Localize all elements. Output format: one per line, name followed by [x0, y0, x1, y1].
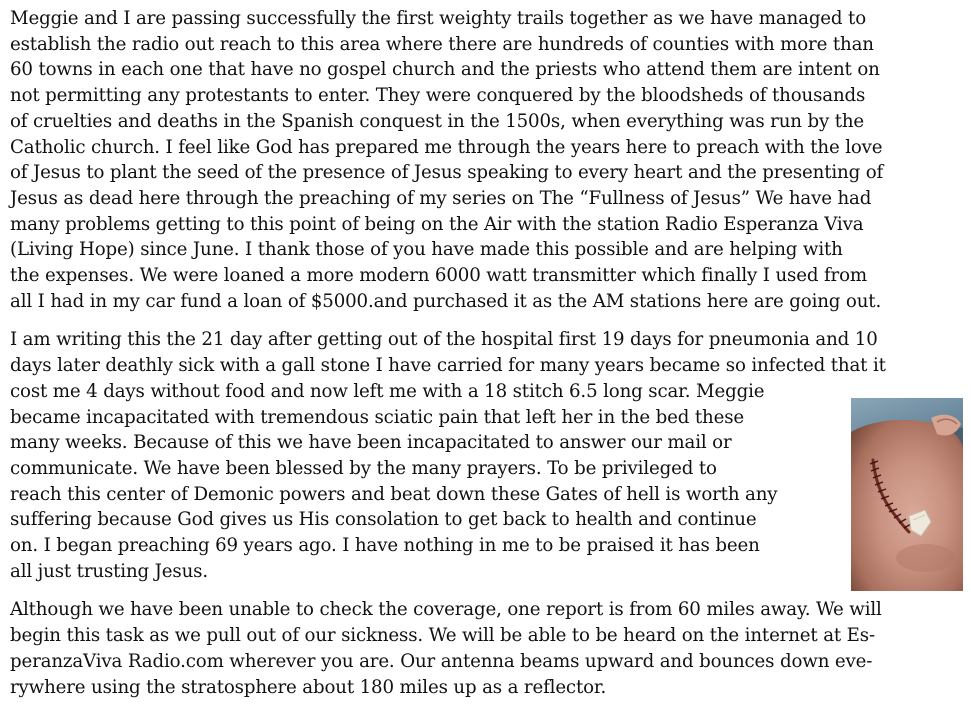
paragraph-coverage: [10, 597, 965, 700]
letter-body: [10, 6, 965, 700]
text-line: Jesus as dead here through the preaching of my series on The “Fullness of Jesus” We have had: [10, 187, 872, 209]
text-line: suffering because God gives us His consolation to get back to health and continue: [10, 509, 757, 531]
text-line: communicate. We have been blessed by the many prayers. To be privileged to: [10, 457, 717, 479]
paragraph-hospital: [10, 327, 965, 584]
text-line: 60 towns in each one that have no gospel church and the priests who attend them are intent on: [10, 59, 880, 81]
text-line: begin this task as we pull out of our sickness. We will be able to be heard on the internet at Es-: [10, 625, 875, 647]
paragraph-radio-outreach: [10, 6, 965, 314]
text-line: (Living Hope) since June. I thank those of you have made this possible and are helping with: [10, 239, 843, 261]
text-line: establish the radio out reach to this area where there are hundreds of counties with more than: [10, 33, 874, 55]
text-line: all just trusting Jesus.: [10, 560, 208, 582]
text-line: of cruelties and deaths in the Spanish conquest in the 1500s, when everything was run by the: [10, 110, 865, 132]
text-line: reach this center of Demonic powers and beat down these Gates of hell is worth any: [10, 483, 778, 505]
text-line: the expenses. We were loaned a more modern 6000 watt transmitter which finally I used from: [10, 265, 867, 287]
text-line: Although we have been unable to check the coverage, one report is from 60 miles away. We will: [10, 599, 882, 621]
text-line: many problems getting to this point of being on the Air with the station Radio Esperanza Viva: [10, 213, 864, 235]
text-line: many weeks. Because of this we have been incapacitated to answer our mail or: [10, 432, 732, 454]
text-line: days later deathly sick with a gall stone I have carried for many years became so infected that it: [10, 355, 886, 377]
text-line: on. I began preaching 69 years ago. I have nothing in me to be praised it has been: [10, 535, 760, 557]
text-line: Meggie and I are passing successfully the first weighty trails together as we have managed to: [10, 8, 867, 29]
surgical-scar-photo: [851, 398, 963, 591]
text-line: not permitting any protestants to enter. They were conquered by the bloodsheds of thousands: [10, 85, 866, 107]
text-line: of Jesus to plant the seed of the presence of Jesus speaking to every heart and the presenting of: [10, 162, 884, 184]
text-line: cost me 4 days without food and now left me with a 18 stitch 6.5 long scar. Meggie: [10, 380, 765, 402]
text-line: became incapacitated with tremendous sciatic pain that left her in the bed these: [10, 406, 744, 428]
text-line: Catholic church. I feel like God has prepared me through the years here to preach with the love: [10, 136, 883, 158]
text-line: peranzaViva Radio.com wherever you are. Our antenna beams upward and bounces down eve-: [10, 650, 873, 672]
text-line: all I had in my car fund a loan of $5000.and purchased it as the AM stations here are going out.: [10, 290, 882, 312]
text-line: I am writing this the 21 day after getting out of the hospital first 19 days for pneumonia and 10: [10, 329, 878, 351]
text-line: rywhere using the stratosphere about 180 miles up as a reflector.: [10, 676, 607, 698]
